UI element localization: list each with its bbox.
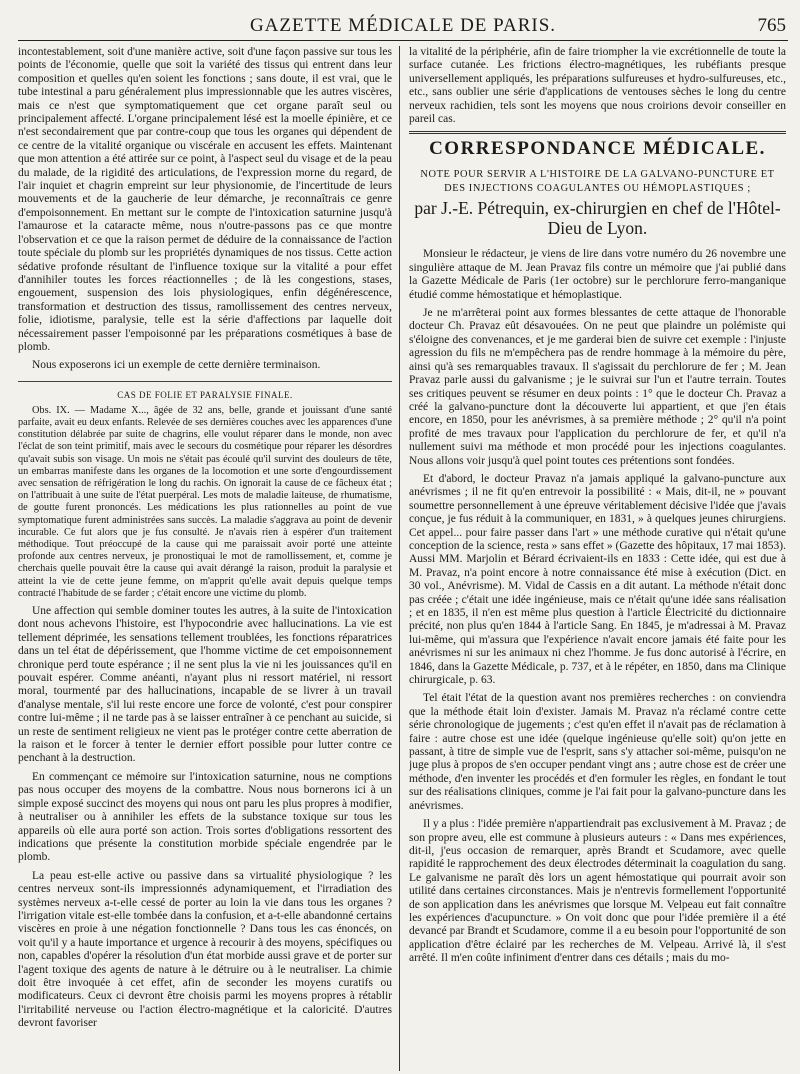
left-column — [18, 46, 392, 1071]
section-title: CORRESPONDANCE MÉDICALE. — [429, 138, 766, 160]
section-divider — [409, 131, 786, 134]
columns — [18, 46, 788, 1071]
paragraph: La peau est-elle active ou passive dans sa virtualité physiologique ? les centres nerveux sont-ils impressionnés adynamiquement, et l'irradiation des systèmes nerveux a-t-elle cessé de porter au loin la vie dans tous les organes ? l'irrigation vitale est-elle tombée dans la confusion, et a-t-elle abandonné certains viscères en proie à une négation fonctionnelle ? Dans tous les cas énoncés, on voit qu'il y a haute importance et urgence à recourir à des moyens, spécifiques ou non, capables d'opérer la résolution d'un état morbide aussi grave et de porter sur l'agent toxique des agents de nature à le détruire ou à le neutraliser. La chimie doit être invoquée à cet effet, afin de seconder les moyens curatifs ou modificateurs. Ceux ci devront être choisis parmi les moyens propres à rétablir l'irritabilité nerveuse ou l'action électro-magnétique et la caloricité. D'autres devront favoriser — [18, 869, 392, 1030]
journal-title: GAZETTE MÉDICALE DE PARIS. — [249, 15, 557, 36]
divider — [18, 381, 392, 382]
article-author: par J.-E. Pétrequin, ex-chirurgien en chef de l'Hôtel-Dieu de Lyon. — [414, 198, 781, 239]
page-header — [18, 12, 788, 41]
paragraph: Tel était l'état de la question avant nos premières recherches : on conviendra que la méthode était loin d'exister. Jamais M. Pravaz n'a réclamé contre cette série chronologique de jugements ; c'est qu'en effet il n'avait pas de réclamation à faire : autre chose est une idée (quelque ingénieuse qu'elle soit) qu'on jette en passant, à titre de simple vue de l'esprit, sans s'y attacher soi-même, puisqu'on ne juge plus à propos de s'en occuper pendant vingt ans ; autre chose est de créer une méthode, d'en inventer les procédés et d'en formuler les règles, en fondant le tout sur des réalisations cliniques, comme je l'ai fait pour la galvano-puncture dans les anévrismes. — [409, 692, 786, 812]
column-divider — [399, 46, 400, 1071]
page-number: 765 — [757, 15, 786, 36]
paragraph: incontestablement, soit d'une manière active, soit d'une façon passive sur tous les points de l'économie, quelle que soit la variété des tissus qui entrent dans leur composition et quelles qu'en soient les fonctions ; sans doute, il est vrai, que le tube intestinal a paru généralement plus impressionnable que les autres viscères, mais ce n'est que symptomatiquement que cet organe paraît seul ou principalement affecté. L'organe principalement lésé est la moelle épinière, et ce n'est secondairement que par contre-coup que tous les organes qui dépendent de ce centre de la vitalité organique ou viscérale en accusent les effets. Maintenant que mon attention a été attirée sur ce point, à l'aspect seul du visage et de la peau du malade, de la rigidité des articulations, de l'expression morne du regard, de l'air inquiet et chagrin empreint sur leur physionomie, de l'incertitude de leurs mouvements et de la gaucherie de leur démarche, je reconnaîtrais ce genre d'empoisonnement. En mettant sur le compte de l'intoxication saturnine jusqu'à l'amaurose et la cataracte même, nous n'outre-passons pas ce que montre l'observation et ce que la raison permet de déduire de la connaissance de l'action toute spéciale du plomb sur les propriétés dynamiques de nos tissus. Cette action sédative profonde résultant de l'influence toxique sur la vitalité a pour effet d'annihiler toutes les forces réactionnelles ; de là les congestions, stases, engouement, suspension des lois physiologiques, enfin dégénérescence, transformation et destruction des tissus, ramollissement des centres nerveux, folie, idiotisme, paralysie, telle est la série d'affections par laquelle doit nécessairement passer l'empoisonné par les préparations cosmétiques à base de plomb. — [18, 46, 392, 353]
right-column — [409, 46, 786, 1071]
paragraph: Et d'abord, le docteur Pravaz n'a jamais appliqué la galvano-puncture aux anévrismes ; il ne fit qu'en entrevoir la possibilité : « Mais, dit-il, ne » pouvant soumettre personnellement à une épreuve véritablement décisive l'idée que j'avais conçue, je fus réduit à la communiquer, en 1831, » à quelques jeunes chirurgiens. Cet appel... pour faire passer dans l'art » une méthode curative qui n'était qu'une conception de la science, resta » sans effet » (Gazette des hôpitaux, 17 mai 1853). Aussi MM. Marjolin et Bérard écrivaient-ils en 1833 : Cette idée, qui est due à M. Pravaz, n'a point encore à notre connaissance été mise à exécution (Dict. en 30 vol., Anévrisme). M. Vidal de Cassis en a dit autant. La méthode n'était donc pas créée ; c'était une idée ingénieuse, mais ce n'était qu'une idée sans réalisation ; et en 1835, il n'en est même plus question à l'article Électricité du dictionnaire précité, non plus qu'en 1844 à l'article Sang. En 1845, je m'adressai à M. Pravaz lui-même, qui m'assura que l'expérience n'avait encore jamais été faite pour les anévrismes ni sur les animaux ni chez l'homme. Je fus donc autorisé à l'écrire, en 1846, dans la Gazette Médicale, p. 737, et à le répéter, en 1850, dans ma Clinique chirurgicale, p. 63. — [409, 472, 786, 687]
paragraph: Il y a plus : l'idée première n'appartiendrait pas exclusivement à M. Pravaz ; de son propre aveu, elle est commune à plusieurs auteurs : « Dans mes expériences, dit-il, j'eus occasion de remarquer, après Brandt et Scudamore, avec quelle rapidité le rapprochement des deux électrodes déterminait la coagulation du sang. Le galvanisme ne paraît dès lors un agent hémostatique qui pourrait avoir son utilité dans certaines circonstances. Mais je n'entrevis formellement l'opportunité de son application dans les anévrismes que lorsque M. Velpeau eut fait connaître les expériences d'acupuncture. » On voit donc que pour l'idée première il a été devancé par Brandt et Scudamore, comme il a eu besoin pour l'opportunité de son application d'être éclairé par les recherches de M. Velpeau. Arrivé là, il s'est arrêté. Il m'en coûte infiniment d'entrer dans ces détails ; mais du mo- — [409, 818, 786, 965]
observation-paragraph: Obs. IX. — Madame X..., âgée de 32 ans, belle, grande et jouissant d'une santé parfaite, avait eu deux enfants. Relevée de ses dernières couches avec les apparences d'une constitution délabrée par suite de chagrins, elle voulut réparer dans le monde, non avec l'éclat de son teint primitif, mais avec le secours du cosmétique pour réparer les désordres qu'avait subis son visage. Un mois ne s'était pas écoulé qu'il survint des douleurs de tête, un embarras manifeste dans les organes de la locomotion et une sorte d'engourdissement avec sensation de réfrigération le long du rachis. On ignorait la cause de ce fâcheux état ; on l'attribuait à une suite de l'état puerpéral. Les mots de maladie laiteuse, de rhumatisme, de goutte furent prononcés. Les médications les plus rationnelles au point de vue symptomatique furent administrées sans succès. La maladie s'aggrava au point de devenir incurable. Ce fut alors que je fus consulté. Je n'avais rien à espérer d'un traitement méthodique. Tout préoccupé de la cause qui me paraissait avoir porté une atteinte profonde aux centres nerveux, je pronostiquai le mot de ramollissement, et, comme je cherchais quelle pouvait être la cause qui avait dérangé la raison, produit la paralysie et atteint la vie de cette jeune femme, on m'apprit qu'elle avait depuis quelque temps contracté l'habitude de se farder ; c'était encore une victime du plomb. — [18, 404, 392, 599]
article-title: NOTE POUR SERVIR A L'HISTOIRE DE LA GALVANO-PUNCTURE ET DES INJECTIONS COAGULANTES OU HÉMOPLASTIQUES ; — [420, 169, 775, 195]
paragraph: Une affection qui semble dominer toutes les autres, à la suite de l'intoxication dont nous achevons l'histoire, est l'hypocondrie avec hallucinations. La vie est tellement déprimée, les sensations tellement troublées, les fonctions réparatrices dans un tel état de dépérissement, que l'homme victime de cet empoisonnement chronique perd toute espérance ; il ne sent plus la vie ni les jouissances qu'il en pouvait espérer. Comme anéanti, n'ayant plus ni ressort matériel, ni ressort moral, tourmenté par des hallucinations, incapable de se livrer à un travail d'analyse mentale, s'il lui reste encore une force de volonté, c'est pour conspirer contre lui-même ; il ne tarde pas à se laisser entraîner à ce penchant au suicide, si un reste de sentiment religieux ne vient pas le protéger contre cette aberration de la raison et le forcer à tenter le dernier effort possible pour lutter contre ce penchant à la destruction. — [18, 605, 392, 765]
paragraph: Monsieur le rédacteur, je viens de lire dans votre numéro du 26 novembre une singulière attaque de M. Jean Pravaz fils contre un mémoire que j'ai publié dans la Gazette Médicale de Paris (1er octobre) sur le perchlorure ferro-manganique étudié comme hémostatique et hémoplastique. — [409, 248, 786, 301]
section-heading: CAS DE FOLIE ET PARALYSIE FINALE. — [117, 389, 293, 400]
paragraph: Nous exposerons ici un exemple de cette dernière terminaison. — [32, 359, 321, 372]
paragraph: la vitalité de la périphérie, afin de faire triompher la vie excrétionnelle de toute la surface cutanée. Les frictions électro-magnétiques, les rubéfiants presque universellement appliqués, les préparations sulfureuses et hydro-sulfureuses, etc., etc., sans oublier une série d'applications de ventouses sèches le long du centre nerveux rachidien, tels sont les moyens que nous croirions devoir conseiller en pareil cas. — [409, 46, 786, 126]
paragraph: En commençant ce mémoire sur l'intoxication saturnine, nous ne comptions pas nous occuper des moyens de la combattre. Nous nous bornerons ici à un simple exposé succinct des moyens qui nous ont paru les plus propres à modifier, à neutraliser ou à annihiler les effets de la substance toxique sur tous les appareils où elle aura porté son action. Trois sortes d'obligations ressortent des indications que présente la constitution morbide spéciale engendrée par le plomb. — [18, 770, 392, 864]
paragraph: Je ne m'arrêterai point aux formes blessantes de cette attaque de l'honorable docteur Ch. Pravaz eût désavouées. On ne peut que plaindre un polémiste qui s'éloigne des convenances, et je me garderai bien de suivre cet exemple : l'injuste agression du fils ne m'empêchera pas de rendre hommage à la mémoire du père, ainsi qu'à ses remarquables travaux. Il s'agissait du perchlorure de fer ; M. Jean Pravaz parle aussi du galvanisme ; je le suivrai sur l'un et l'autre terrain. Toutes ses critiques peuvent se résumer en deux points : 1° que le docteur Ch. Pravaz a créé la galvano-puncture dont la découverte lui appartient, et que j'en étais encore, en 1850, pour les anévrismes, à sa première méthode ; 2° qu'il n'a point profité de mes travaux pour l'application du perchlorure de fer, et qu'il n'a nullement suivi ma méthode et mon procédé pour les injections coagulantes. Nous allons voir jusqu'à quel point toutes ces prétentions sont fondées. — [409, 307, 786, 467]
